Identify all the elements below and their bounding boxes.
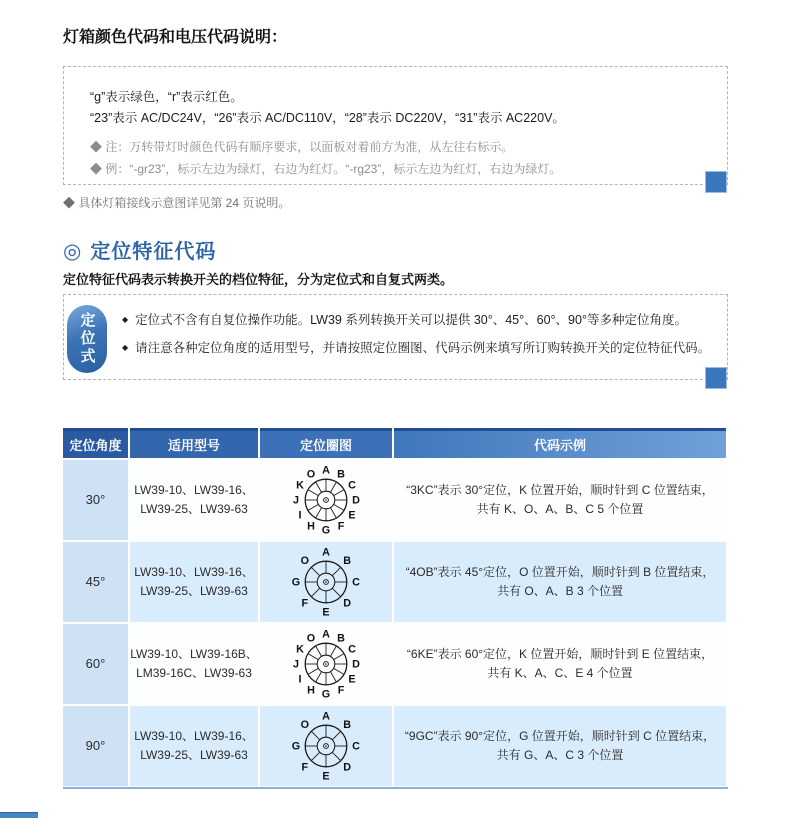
svg-text:J: J [292, 494, 300, 507]
code-example-line: “3KC”表示 30°定位，K 位置开始，顺时针到 C 位置结束， [406, 482, 714, 497]
svg-text:F: F [337, 684, 345, 697]
svg-text:G: G [321, 688, 331, 701]
positioning-type-box [63, 294, 728, 380]
model-line: LM39-16C、LW39-63 [136, 666, 252, 680]
bullet-text: 定位式不含有自复位操作功能。LW39 系列转换开关可以提供 30°、45°、60°、90°等多种定位角度。 [135, 313, 687, 327]
bullet-text: 请注意各种定位角度的适用型号，并请按照定位圈图、代码示例来填写所订购转换开关的定位特征代码。 [135, 340, 711, 355]
positioning-type-tab-label: 定位式 [78, 312, 96, 366]
svg-text:O: O [306, 468, 316, 481]
code-example-cell [394, 706, 726, 786]
col-header-diagram: 定位圈图 [260, 428, 392, 458]
angle-cell: 30° [63, 460, 128, 540]
model-line: LW39-10、LW39-16、 [134, 564, 254, 579]
svg-text:G: G [291, 740, 301, 753]
svg-text:K: K [296, 643, 304, 656]
svg-text:O: O [300, 719, 309, 732]
code-example-line: 共有 K、A、C、E 4 个位置 [487, 666, 633, 680]
color-code-note-box [63, 66, 728, 185]
svg-text:O: O [306, 632, 316, 645]
svg-text:B: B [337, 632, 345, 645]
bullet-item [122, 311, 712, 330]
svg-text:O: O [300, 555, 309, 568]
svg-text:B: B [337, 468, 345, 481]
code-example-line: “4OB”表示 45°定位，O 位置开始，顺时针到 B 位置结束， [405, 564, 715, 579]
angle-cell: 60° [63, 624, 128, 704]
positioning-type-tab [67, 305, 107, 373]
code-example-line: 共有 G、A、C 3 个位置 [496, 748, 624, 762]
col-header-angle: 定位角度 [63, 428, 128, 458]
diamond-bullet-icon: ◆ [122, 315, 129, 324]
diamond-bullet-icon: ◆ [122, 342, 129, 352]
model-line: LW39-25、LW39-63 [140, 584, 248, 598]
positioning-angle-table [63, 428, 728, 789]
model-line: LW39-10、LW39-16B、 [130, 646, 258, 661]
svg-text:I: I [298, 673, 302, 686]
svg-text:I: I [298, 509, 302, 522]
svg-text:H: H [307, 520, 315, 533]
svg-text:D: D [343, 597, 352, 610]
code-example-cell [394, 542, 726, 622]
svg-text:J: J [292, 658, 300, 671]
section-subheading: 定位特征代码表示转换开关的档位特征，分为定位式和自复式两类。 [63, 272, 454, 287]
svg-text:F: F [337, 520, 345, 533]
svg-text:F: F [301, 761, 309, 774]
positioning-circle-diagram [286, 460, 366, 540]
svg-text:B: B [343, 719, 352, 732]
svg-text:F: F [301, 597, 309, 610]
positioning-bullets [122, 311, 712, 367]
color-code-line: “g”表示绿色，“r”表示红色。 [90, 90, 243, 104]
wiring-diagram-footnote: ◆ 具体灯箱接线示意图详见第 24 页说明。 [63, 196, 291, 210]
svg-text:A: A [322, 464, 330, 477]
svg-text:G: G [321, 524, 331, 537]
svg-text:E: E [322, 606, 330, 619]
svg-text:D: D [352, 494, 360, 507]
svg-text:D: D [352, 658, 360, 671]
svg-text:A: A [322, 710, 330, 723]
angle-cell: 45° [63, 542, 128, 622]
diagram-cell [260, 542, 392, 622]
col-header-models: 适用型号 [130, 428, 258, 458]
section-heading [63, 235, 216, 264]
decorative-blue-square [705, 171, 727, 193]
model-line: LW39-10、LW39-16、 [134, 482, 254, 497]
angle-cell: 90° [63, 706, 128, 786]
svg-text:C: C [352, 740, 360, 753]
diagram-cell [260, 624, 392, 704]
positioning-circle-diagram [286, 624, 366, 704]
code-example-cell [394, 460, 726, 540]
svg-text:D: D [343, 761, 352, 774]
code-example-line: “9GC”表示 90°定位，G 位置开始，顺时针到 C 位置结束， [404, 728, 716, 743]
svg-text:H: H [307, 684, 315, 697]
models-cell [130, 624, 258, 704]
svg-text:B: B [343, 555, 352, 568]
example-note: ◆ 例：“-gr23”，标示左边为绿灯，右边为红灯。“-rg23”，标示左边为红灯，右边为绿灯。 [90, 161, 562, 176]
positioning-circle-diagram [286, 706, 366, 786]
svg-text:E: E [348, 509, 356, 522]
svg-text:C: C [348, 643, 356, 656]
decorative-blue-square [705, 367, 727, 389]
model-line: LW39-25、LW39-63 [140, 748, 248, 762]
code-example-line: 共有 K、O、A、B、C 5 个位置 [476, 502, 644, 516]
bullet-item [122, 339, 712, 358]
order-note: ◆ 注：万转带灯时颜色代码有顺序要求，以面板对着前方为准，从左往右标示。 [90, 140, 514, 155]
double-circle-icon: ◎ [63, 240, 83, 263]
col-header-code-example: 代码示例 [394, 428, 726, 458]
svg-text:K: K [296, 479, 304, 492]
model-line: LW39-10、LW39-16、 [134, 728, 254, 743]
voltage-code-line: “23”表示 AC/DC24V，“26”表示 AC/DC110V，“28”表示 DC220V，“31”表示 AC220V。 [90, 110, 565, 125]
diagram-cell [260, 706, 392, 786]
code-example-line: “6KE”表示 60°定位，K 位置开始，顺时针到 E 位置结束， [406, 646, 714, 661]
page-footer-bar [0, 812, 38, 818]
svg-text:A: A [322, 546, 330, 559]
svg-text:G: G [291, 576, 301, 589]
code-example-cell [394, 624, 726, 704]
diagram-cell [260, 460, 392, 540]
svg-text:C: C [352, 576, 360, 589]
page-title: 灯箱颜色代码和电压代码说明： [63, 29, 288, 46]
svg-text:A: A [322, 628, 330, 641]
code-example-line: 共有 O、A、B 3 个位置 [496, 584, 624, 598]
positioning-circle-diagram [286, 542, 366, 622]
section-heading-text: 定位特征代码 [90, 241, 217, 263]
svg-text:C: C [348, 479, 356, 492]
model-line: LW39-25、LW39-63 [140, 502, 248, 516]
models-cell [130, 706, 258, 786]
models-cell [130, 460, 258, 540]
svg-text:E: E [348, 673, 356, 686]
svg-text:E: E [322, 770, 330, 783]
models-cell [130, 542, 258, 622]
